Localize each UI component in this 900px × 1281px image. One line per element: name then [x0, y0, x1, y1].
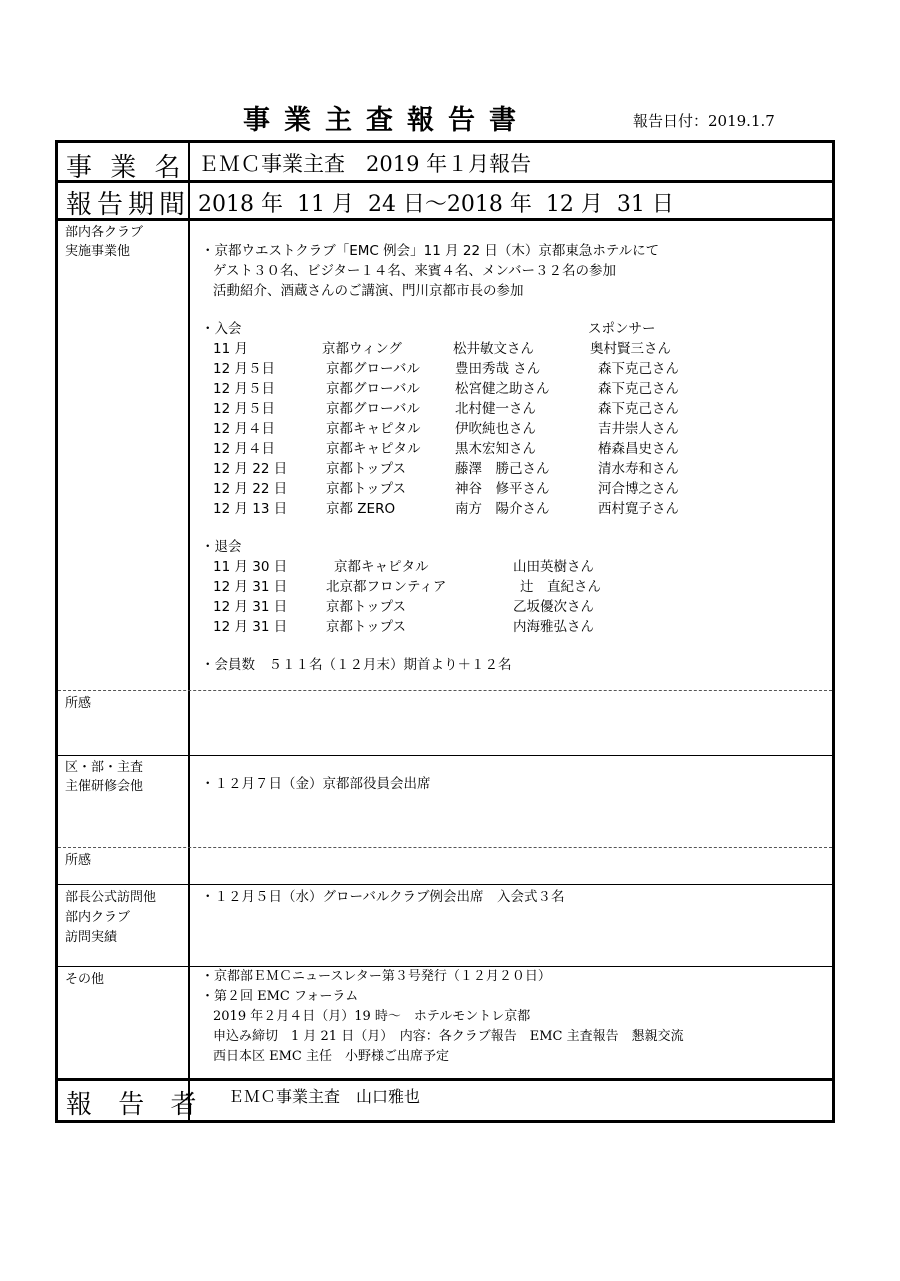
business-name-label: 事 業 名 — [66, 153, 186, 183]
join-sponsor: 森下克己さん — [598, 361, 679, 377]
leave-date: 12 月 31 日 — [213, 599, 288, 615]
join-club: 京都グローバル — [326, 381, 420, 397]
divider — [58, 755, 832, 756]
leave-club: 京都トップス — [326, 619, 407, 635]
divider — [58, 218, 832, 221]
join-sponsor: 吉井崇人さん — [598, 421, 679, 437]
leave-member-name: 内海雅弘さん — [513, 619, 594, 635]
section3-label: 部長公式訪問他 部内クラブ 訪問実績 — [65, 890, 157, 945]
join-member-name: 北村健一さん — [455, 401, 536, 417]
section3-content: ・１２月５日（水）グローバルクラブ例会出席 入会式３名 — [201, 889, 565, 905]
join-club: 京都キャピタル — [326, 421, 421, 437]
join-date: 12 月５日 — [213, 361, 275, 377]
event-line: ・京都ウエストクラブ「EMC 例会」11 月 22 日（木）京都東急ホテルにて — [201, 243, 660, 259]
join-heading: ・入会 — [201, 321, 242, 337]
report-period-value: 2018 年 11 月 24 日～2018 年 12 月 31 日 — [198, 192, 674, 217]
sponsor-heading: スポンサー — [588, 321, 656, 337]
join-club: 京都グローバル — [326, 361, 420, 377]
event-line: ゲスト３０名、ビジター１４名、来賓４名、メンバー３２名の参加 — [213, 263, 616, 279]
reporter-value: ＥＭＣ事業主査 山口雅也 — [228, 1087, 421, 1106]
join-sponsor: 森下克己さん — [598, 381, 679, 397]
join-date: 12 月５日 — [213, 401, 275, 417]
other-line: ・京都部ＥＭＣニュースレター第３号発行（１２月２０日） — [201, 969, 551, 984]
divider — [58, 847, 832, 848]
join-date: 12 月 13 日 — [213, 501, 288, 517]
join-member-name: 伊吹純也さん — [455, 421, 536, 437]
join-date: 12 月 22 日 — [213, 461, 288, 477]
join-club: 京都トップス — [326, 481, 407, 497]
other-line: 申込み締切 1 月 21 日（月） 内容：各クラブ報告 EMC 主査報告 懇親交流 — [213, 1029, 684, 1044]
leave-club: 京都トップス — [326, 599, 407, 615]
impression2-label: 所感 — [65, 853, 92, 868]
leave-member-name: 乙坂優次さん — [513, 599, 594, 615]
member-count: ・会員数 ５１１名（１２月末）期首より＋１２名 — [201, 657, 512, 673]
event-line: 活動紹介、酒蔵さんのご講演、門川京都市長の参加 — [213, 283, 524, 299]
report-period-label: 報告期間 — [66, 190, 191, 220]
document-title: 事業主査報告書 — [243, 105, 530, 136]
leave-member-name: 辻 直紀さん — [520, 579, 601, 595]
join-sponsor: 清水寿和さん — [598, 461, 679, 477]
divider — [58, 1078, 832, 1081]
section2-label: 区・部・主査 主催研修会他 — [65, 760, 144, 794]
join-club: 京都ウィング — [322, 341, 402, 357]
other-line: ・第２回 EMC フォーラム — [201, 989, 359, 1004]
impression1-label: 所感 — [65, 696, 92, 711]
join-member-name: 藤澤 勝己さん — [455, 461, 550, 477]
join-member-name: 松井敏文さん — [453, 341, 534, 357]
leave-date: 11 月 30 日 — [213, 559, 288, 575]
join-sponsor: 森下克己さん — [598, 401, 679, 417]
other-label: その他 — [65, 972, 105, 987]
join-member-name: 南方 陽介さん — [455, 501, 550, 517]
join-club: 京都キャピタル — [326, 441, 421, 457]
report-sheet — [55, 140, 835, 1123]
report-date: 報告日付：2019.1.7 — [633, 112, 775, 130]
join-member-name: 豊田秀哉 さん — [455, 361, 541, 377]
leave-date: 12 月 31 日 — [213, 579, 288, 595]
join-sponsor: 椿森昌史さん — [598, 441, 679, 457]
join-sponsor: 奥村賢三さん — [590, 341, 671, 357]
other-line: 西日本区 EMC 主任 小野様ご出席予定 — [213, 1049, 450, 1064]
leave-club: 京都キャピタル — [334, 559, 429, 575]
leave-date: 12 月 31 日 — [213, 619, 288, 635]
column-divider — [188, 143, 190, 1120]
join-date: 12 月５日 — [213, 381, 275, 397]
join-date: 12 月４日 — [213, 421, 275, 437]
divider — [58, 180, 832, 183]
join-sponsor: 河合博之さん — [598, 481, 679, 497]
join-date: 12 月４日 — [213, 441, 275, 457]
section1-label: 部内各クラブ 実施事業他 — [65, 225, 144, 259]
join-member-name: 黒木宏知さん — [455, 441, 536, 457]
join-club: 京都グローバル — [326, 401, 420, 417]
divider — [58, 690, 832, 691]
other-line: 2019 年２月４日（月）19 時～ ホテルモントレ京都 — [213, 1009, 531, 1024]
join-date: 12 月 22 日 — [213, 481, 288, 497]
leave-member-name: 山田英樹さん — [513, 559, 594, 575]
join-member-name: 神谷 修平さん — [455, 481, 550, 497]
leave-heading: ・退会 — [201, 539, 242, 555]
join-club: 京都トップス — [326, 461, 407, 477]
join-date: 11 月 — [213, 341, 248, 357]
join-member-name: 松宮健之助さん — [455, 381, 550, 397]
reporter-label: 報 告 者 — [66, 1090, 206, 1120]
join-club: 京都 ZERO — [326, 501, 396, 517]
leave-club: 北京都フロンティア — [326, 579, 447, 595]
divider — [58, 884, 832, 885]
join-sponsor: 西村寛子さん — [598, 501, 679, 517]
business-name-value: ＥＭＣ事業主査 2019 年１月報告 — [198, 152, 532, 176]
section2-content: ・１２月７日（金）京都部役員会出席 — [201, 776, 431, 792]
